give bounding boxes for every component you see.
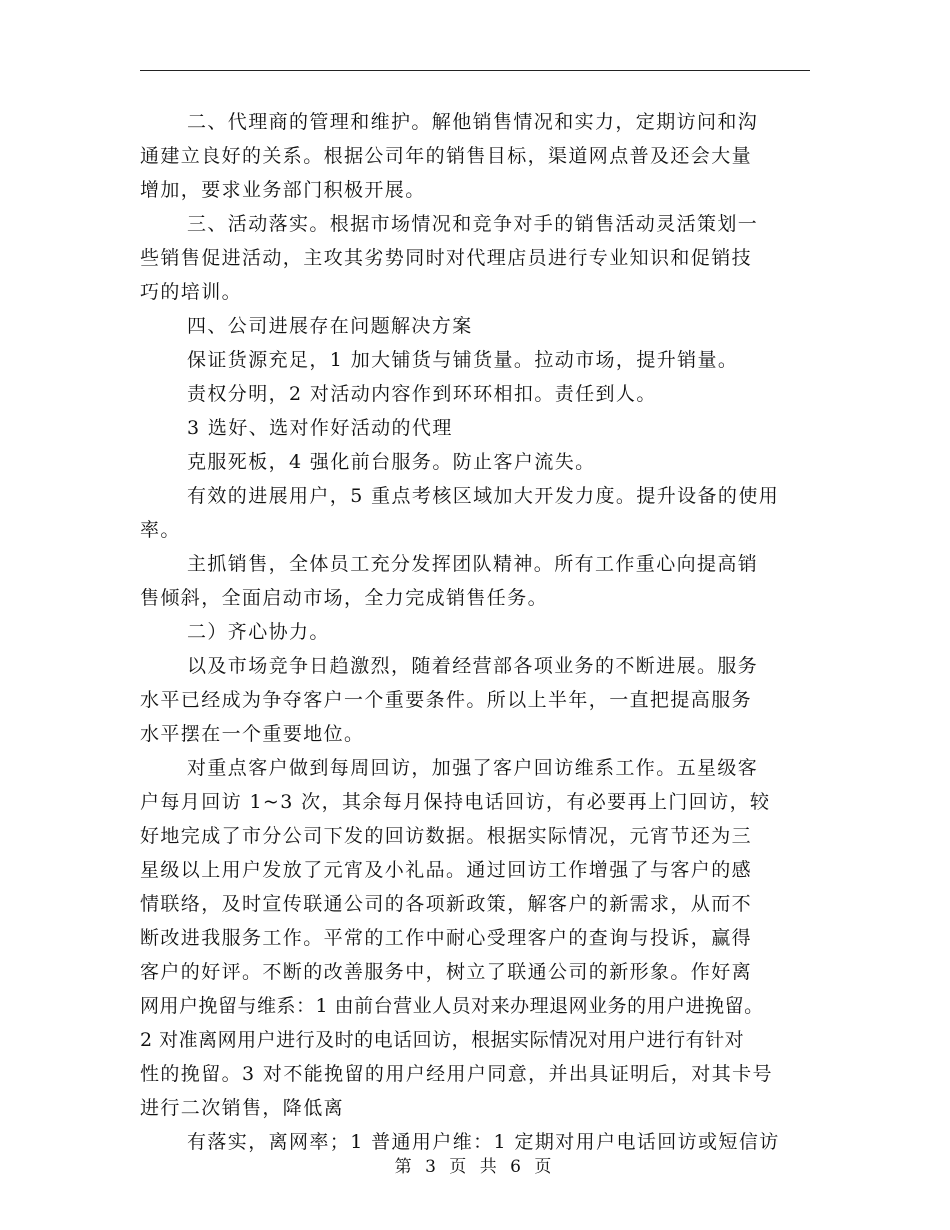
text-line: 通建立良好的关系。根据公司年的销售目标，渠道网点普及还会大量 [140,145,753,167]
text-line: 四、公司进展存在问题解决方案 [187,315,473,337]
text-line: 水平已经成为争夺客户一个重要条件。所以上半年，一直把提高服务 [140,689,753,711]
text-line: 网用户挽留与维系：1 由前台营业人员对来办理退网业务的用户进挽留。 [140,995,764,1017]
text-line: 2 对准离网用户进行及时的电话回访，根据实际情况对用户进行有针对 [140,1029,745,1051]
text-line: 二、代理商的管理和维护。解他销售情况和实力，定期访问和沟 [187,111,759,133]
text-line: 保证货源充足，1 加大铺货与铺货量。拉动市场，提升销量。 [187,349,739,371]
text-line: 客户的好评。不断的改善服务中，树立了联通公司的新形象。作好离 [140,961,753,983]
text-line: 情联络，及时宣传联通公司的各项新政策，解客户的新需求，从而不 [140,893,753,915]
text-line: 对重点客户做到每周回访，加强了客户回访维系工作。五星级客 [187,757,759,779]
text-line: 有落实，离网率；1 普通用户维：1 定期对用户电话回访或短信访 [187,1131,780,1153]
text-line: 责权分明，2 对活动内容作到环环相扣。责任到人。 [187,383,657,405]
text-line: 二）齐心协力。 [187,621,330,643]
text-line: 水平摆在一个重要地位。 [140,723,365,745]
text-line: 3 选好、选对作好活动的代理 [187,417,453,439]
document-body [140,105,820,1159]
text-line: 断改进我服务工作。平常的工作中耐心受理客户的查询与投诉，赢得 [140,927,753,949]
text-line: 有效的进展用户，5 重点考核区域加大开发力度。提升设备的使用 [187,485,780,507]
text-line: 好地完成了市分公司下发的回访数据。根据实际情况，元宵节还为三 [140,825,753,847]
text-line: 户每月回访 1~3 次，其余每月保持电话回访，有必要再上门回访，较 [140,791,771,813]
text-line: 星级以上用户发放了元宵及小礼品。通过回访工作增强了与客户的感 [140,859,753,881]
text-line: 三、活动落实。根据市场情况和竞争对手的销售活动灵活策划一 [187,213,759,235]
text-line: 增加，要求业务部门积极开展。 [140,179,426,201]
page-number: 第 3 页 共 6 页 [394,1157,556,1177]
text-line: 巧的培训。 [140,281,243,303]
text-line: 性的挽留。3 对不能挽留的用户经用户同意，并出具证明后，对其卡号 [140,1063,773,1085]
text-line: 售倾斜，全面启动市场，全力完成销售任务。 [140,587,549,609]
text-line: 些销售促进活动，主攻其劣势同时对代理店员进行专业知识和促销技 [140,247,753,269]
text-line: 率。 [140,519,181,541]
header-rule [140,70,810,71]
text-line: 主抓销售，全体员工充分发挥团队精神。所有工作重心向提高销 [187,553,759,575]
text-line: 以及市场竞争日趋激烈，随着经营部各项业务的不断进展。服务 [187,655,759,677]
text-line: 克服死板，4 强化前台服务。防止客户流失。 [187,451,596,473]
text-line: 进行二次销售，降低离 [140,1097,345,1119]
